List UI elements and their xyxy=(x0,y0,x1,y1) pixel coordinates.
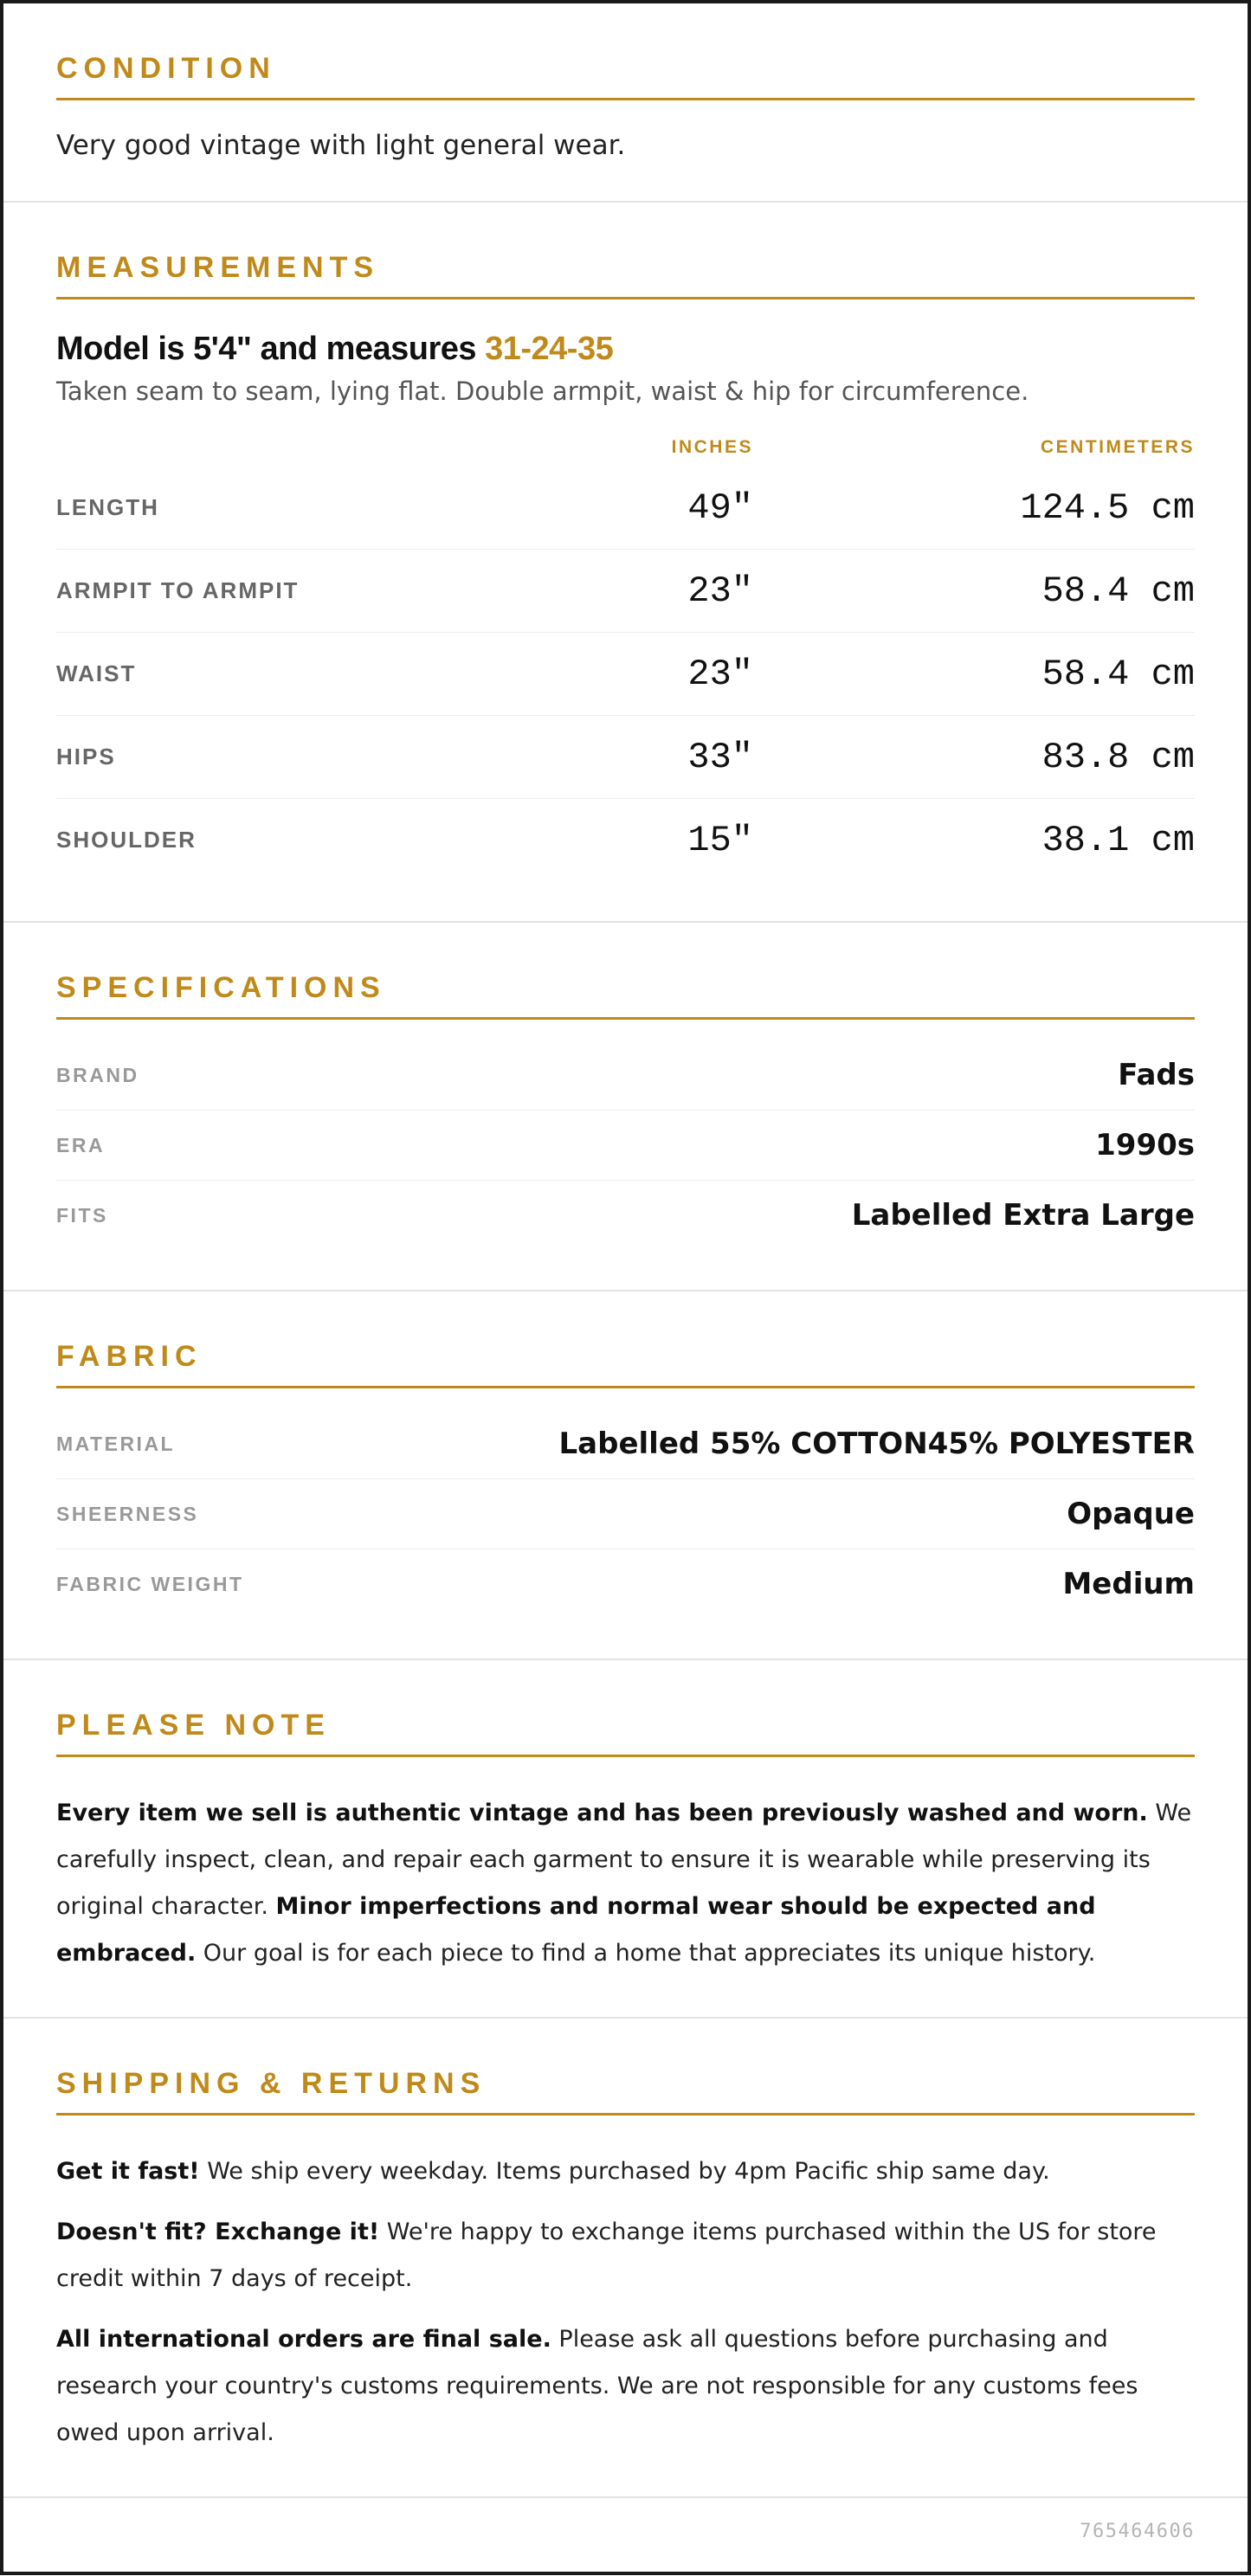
measurement-cm: 58.4 cm xyxy=(1041,653,1195,695)
measurement-cm: 58.4 cm xyxy=(1041,570,1195,612)
fabric-list xyxy=(56,1409,1195,1619)
measurement-row-waist xyxy=(56,633,1195,716)
shipping-text-3: Please ask all questions before purchasing and research your country's customs requirements. We are not responsible for any customs fees owed upon arrival. xyxy=(56,2326,1138,2446)
shipping-section xyxy=(3,2019,1248,2498)
note-bold-2: Minor imperfections and normal wear should be expected and embraced. xyxy=(56,1893,1096,1967)
measurements-header xyxy=(56,437,1195,458)
note-text-2: Our goal is for each piece to find a home that appreciates its unique history. xyxy=(196,1940,1096,1967)
fabric-section xyxy=(3,1291,1248,1660)
shipping-bold-1: Get it fast! xyxy=(56,2158,200,2185)
shipping-paragraph-2 xyxy=(56,2209,1195,2302)
specifications-section xyxy=(3,923,1248,1291)
measurements-header-spacer xyxy=(56,437,554,458)
measurements-subtitle: Taken seam to seam, lying flat. Double armpit, waist & hip for circumference. xyxy=(56,377,1029,406)
condition-text: Very good vintage with light general wear. xyxy=(56,130,626,161)
note-bold-1: Every item we sell is authentic vintage and has been previously washed and worn. xyxy=(56,1800,1148,1826)
spec-row-fits xyxy=(56,1181,1195,1250)
centimeters-column-header: CENTIMETERS xyxy=(1040,437,1195,457)
measurement-row-hips xyxy=(56,716,1195,799)
shipping-text-1: We ship every weekday. Items purchased by 4pm Pacific ship same day. xyxy=(199,2158,1050,2185)
measurement-inches: 23" xyxy=(687,653,753,695)
measurement-label: HIPS xyxy=(56,744,116,770)
model-measures-value: 31-24-35 xyxy=(485,331,614,367)
model-measures-line xyxy=(56,331,1195,368)
shipping-bold-2: Doesn't fit? Exchange it! xyxy=(56,2219,380,2245)
please-note-section xyxy=(3,1660,1248,2019)
fabric-value: Labelled 55% COTTON45% POLYESTER xyxy=(558,1426,1195,1461)
measurement-cm: 124.5 cm xyxy=(1020,486,1195,529)
spec-label: BRAND xyxy=(56,1063,139,1086)
spec-value: Fads xyxy=(1118,1058,1195,1092)
measurement-inches: 23" xyxy=(687,570,753,612)
measurement-cm: 83.8 cm xyxy=(1041,736,1195,778)
footer xyxy=(3,2498,1248,2576)
fabric-label: MATERIAL xyxy=(56,1432,176,1455)
condition-title: CONDITION xyxy=(56,52,1195,100)
fabric-value: Medium xyxy=(1062,1567,1195,1601)
shipping-paragraph-3 xyxy=(56,2316,1195,2457)
specifications-title: SPECIFICATIONS xyxy=(56,971,1195,1020)
measurements-table xyxy=(56,467,1195,881)
fabric-label: FABRIC WEIGHT xyxy=(56,1572,244,1595)
measurement-inches: 15" xyxy=(687,819,753,861)
condition-section xyxy=(3,3,1248,203)
measurement-inches: 49" xyxy=(687,486,753,529)
measurement-label: LENGTH xyxy=(56,494,159,520)
spec-value: 1990s xyxy=(1095,1128,1195,1162)
inches-column-header: INCHES xyxy=(671,437,753,457)
measurement-row-shoulder xyxy=(56,799,1195,881)
measurements-title: MEASUREMENTS xyxy=(56,251,1195,299)
fabric-row-weight xyxy=(56,1549,1195,1619)
shipping-paragraph-1 xyxy=(56,2148,1195,2195)
measurement-cm: 38.1 cm xyxy=(1041,819,1195,861)
measurements-section xyxy=(3,203,1248,923)
specifications-list xyxy=(56,1040,1195,1250)
fabric-row-material xyxy=(56,1409,1195,1479)
measurement-inches: 33" xyxy=(687,736,753,778)
spec-label: ERA xyxy=(56,1133,106,1156)
spec-row-era xyxy=(56,1111,1195,1181)
spec-value: Labelled Extra Large xyxy=(851,1198,1195,1233)
measurement-row-armpit xyxy=(56,550,1195,633)
shipping-bold-3: All international orders are final sale. xyxy=(56,2326,551,2353)
please-note-title: PLEASE NOTE xyxy=(56,1709,1195,1757)
fabric-value: Opaque xyxy=(1067,1497,1195,1531)
note-text-1: We carefully inspect, clean, and repair each garment to ensure it is wearable while preserving its original character. xyxy=(56,1800,1192,1920)
shipping-title: SHIPPING & RETURNS xyxy=(56,2067,1195,2116)
fabric-label: SHEERNESS xyxy=(56,1502,199,1525)
fabric-title: FABRIC xyxy=(56,1340,1195,1388)
measurement-row-length xyxy=(56,467,1195,550)
spec-label: FITS xyxy=(56,1203,108,1227)
please-note-text xyxy=(56,1790,1195,1977)
measurement-label: ARMPIT TO ARMPIT xyxy=(56,577,300,603)
item-id: 765464606 xyxy=(1080,2521,1195,2542)
shipping-text-2: We're happy to exchange items purchased within the US for store credit within 7 days of receipt. xyxy=(56,2219,1157,2292)
fabric-row-sheerness xyxy=(56,1479,1195,1549)
model-prefix: Model is 5'4" and measures xyxy=(56,331,486,367)
measurement-label: SHOULDER xyxy=(56,827,197,853)
spec-row-brand xyxy=(56,1040,1195,1111)
measurement-label: WAIST xyxy=(56,660,137,686)
